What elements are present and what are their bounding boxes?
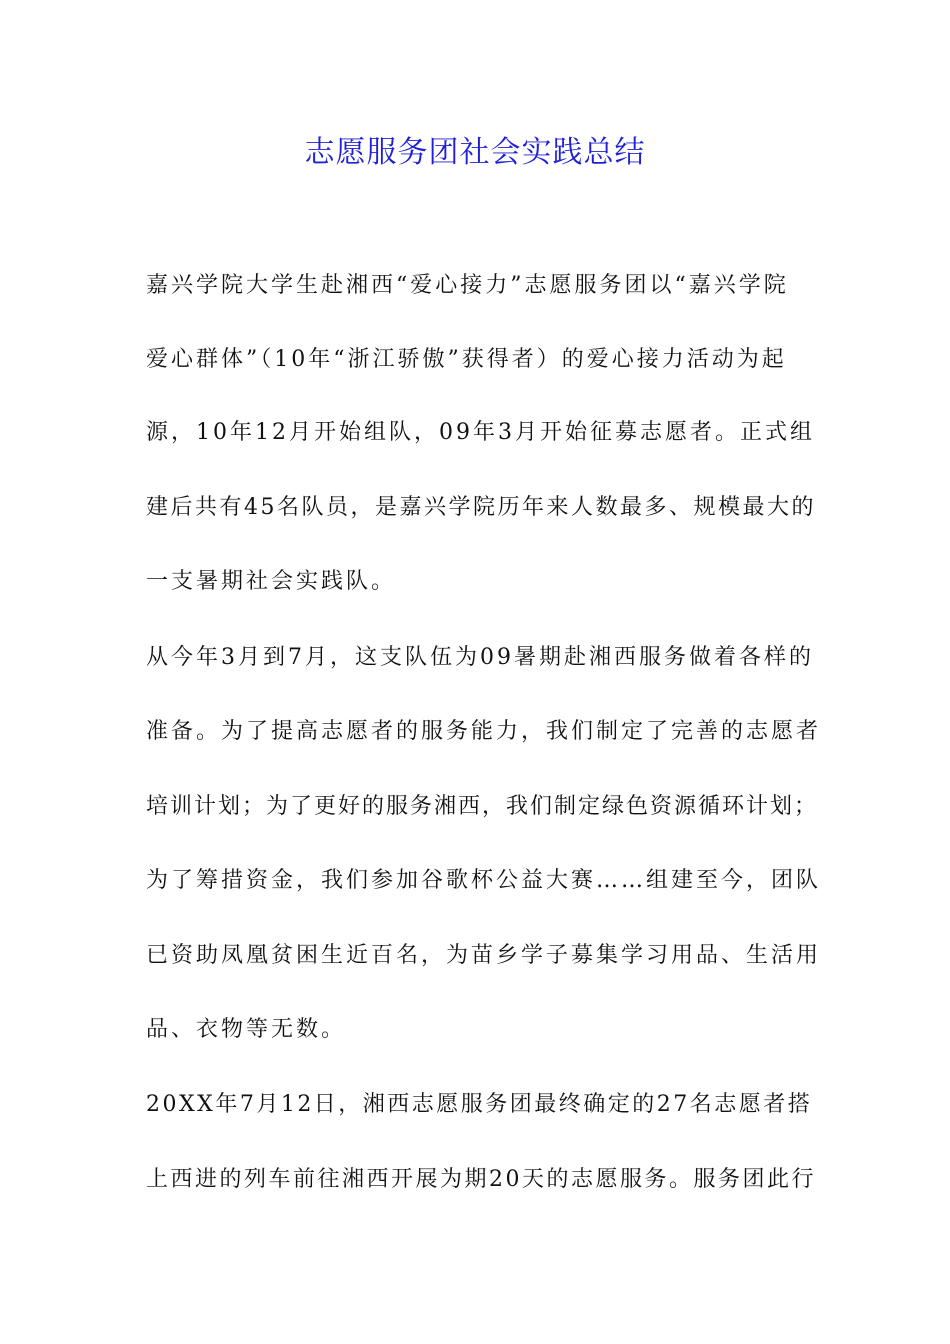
paragraph-line: 爱心群体”（10年“浙江骄傲”获得者）的爱心接力活动为起 (146, 347, 787, 372)
paragraph-line: 为了筹措资金，我们参加谷歌杯公益大赛……组建至今，团队 (146, 868, 822, 893)
paragraph-line: 品、衣物等无数。 (146, 1017, 347, 1042)
paragraph-line: 一支暑期社会实践队。 (146, 569, 397, 594)
paragraph-line: 上西进的列车前往湘西开展为期20天的志愿服务。服务团此行 (146, 1167, 816, 1192)
paragraph-line: 建后共有45名队员，是嘉兴学院历年来人数最多、规模最大的 (146, 495, 816, 520)
paragraph-line: 嘉兴学院大学生赴湘西“爱心接力”志愿服务团以“嘉兴学院 (146, 273, 789, 298)
paragraph-line: 从今年3月到7月，这支队伍为09暑期赴湘西服务做着各样的 (146, 645, 814, 670)
paragraph-line: 源，10年12月开始组队，09年3月开始征募志愿者。正式组 (146, 420, 815, 445)
paragraph-line: 培训计划；为了更好的服务湘西，我们制定绿色资源循环计划； (146, 794, 819, 819)
paragraph-line: 已资助凤凰贫困生近百名，为苗乡学子募集学习用品、生活用 (146, 943, 822, 968)
paragraph-line: 准备。为了提高志愿者的服务能力，我们制定了完善的志愿者 (146, 719, 822, 744)
paragraph-line: 20XX年7月12日，湘西志愿服务团最终确定的27名志愿者搭 (146, 1092, 813, 1117)
document-title: 志愿服务团社会实践总结 (304, 135, 646, 170)
